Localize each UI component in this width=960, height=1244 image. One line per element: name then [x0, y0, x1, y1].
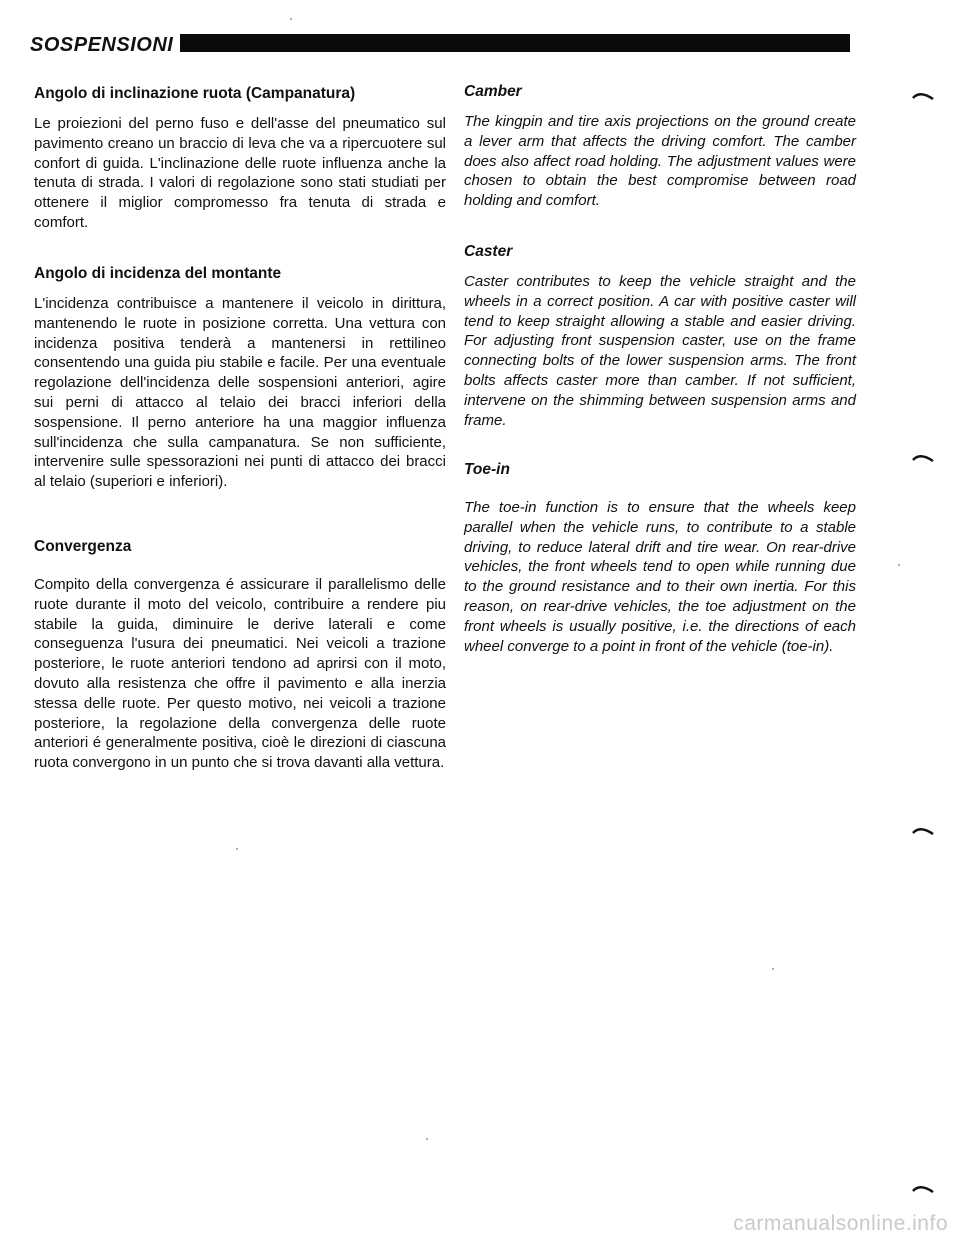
- section-body: Compito della convergenza é assicurare il parallelismo delle ruote durante il moto del veicolo, contribuire a rendere piu stabile la guida, diminuire le derive laterali e come conseguenza l'usura dei pneumatici. Nei veicoli a trazione posteriore, le ruote anteriori tendono ad aprirsi con il moto, dovuto alla resistenza che offre il pavimento e alla inerzia stessa delle ruote. Per questo motivo, nei veicoli a trazione posteriore, la regolazione della convergenza delle ruote anteriori é generalmente positiva, cioè le direzioni di ciascuna ruota convergono in un punto che si trova davanti alla vettura.: [34, 576, 446, 772]
- section-heading: Convergenza: [34, 538, 132, 555]
- scan-speck: [772, 968, 774, 970]
- section-convergenza: [34, 537, 446, 773]
- section-body: The kingpin and tire axis projections on the ground create a lever arm that affects the driving comfort. The camber does also affect road holding. The adjustment values were chosen to obtain the best compromise between road holding and comfort.: [464, 113, 856, 210]
- margin-mark-icon: [912, 825, 934, 835]
- section-heading: Angolo di incidenza del montante: [34, 265, 282, 282]
- section-heading: Caster: [464, 243, 513, 260]
- header-bar: [180, 34, 850, 52]
- section-camber: [464, 82, 856, 211]
- page-header: [30, 28, 850, 60]
- section-incidenza: [34, 264, 446, 492]
- header-title: SOSPENSIONI: [30, 34, 174, 56]
- margin-mark-icon: [912, 452, 934, 462]
- scan-speck: [898, 564, 900, 566]
- section-caster: [464, 242, 856, 430]
- section-heading: Angolo di inclinazione ruota (Campanatura): [34, 85, 356, 102]
- watermark: carmanualsonline.info: [733, 1212, 948, 1235]
- section-campanatura: [34, 84, 446, 233]
- section-heading: Camber: [464, 83, 522, 100]
- section-heading: Toe-in: [464, 461, 510, 478]
- section-body: Le proiezioni del perno fuso e dell'asse del pneumatico sul pavimento creano un braccio di leva che va a ripercuotere sul confort di guida. L'inclinazione delle ruote influenza anche la tenuta di strada. I valori di regolazione sono stati studiati per ottenere il miglior compromesso fra tenuta di strada e comfort.: [34, 115, 446, 231]
- section-body: Caster contributes to keep the vehicle straight and the wheels in a correct position. A car with positive caster will tend to keep straight allowing a stable and easier driving. For adjusting front suspension caster, use on the frame connecting bolts of the lower suspension arms. The front bolts affects caster more than camber. If not sufficient, intervene on the shimming between suspension arms and frame.: [464, 273, 856, 429]
- margin-mark-icon: [912, 90, 934, 100]
- scan-speck: [290, 18, 292, 20]
- section-body: L'incidenza contribuisce a mantenere il veicolo in diritturа, mantenendo le ruote in posizione corretta. Una vettura con incidenza positiva tenderà a mantenersi in rettilineo consentendo una guida piu stabile e facile. Per una eventuale regolazione dell'incidenza delle sospensioni anteriori, agire sui perni di attacco al telaio dei bracci inferiori della sospensione. Il perno anteriore ha una maggior influenza sull'incidenza che sulla campanatura. Se non sufficiente, intervenire sulle spessorazioni nei punti di attacco dei bracci al telaio (superiori e inferiori).: [34, 295, 446, 491]
- section-toe-in: [464, 460, 856, 656]
- scan-speck: [236, 848, 238, 850]
- scan-speck: [426, 1138, 428, 1140]
- margin-mark-icon: [912, 1183, 934, 1193]
- section-body: The toe-in function is to ensure that the wheels keep parallel when the vehicle runs, to contribute to a stable driving, to reduce lateral drift and tire wear. On rear-drive vehicles, the front wheels tend to open while running due to the ground resistance and to their own inertia. For this reason, on rear-drive vehicles, the toe adjustment on the front wheels is usually positive, i.e. the directions of each wheel converge to a point in front of the vehicle (toe-in).: [464, 499, 856, 655]
